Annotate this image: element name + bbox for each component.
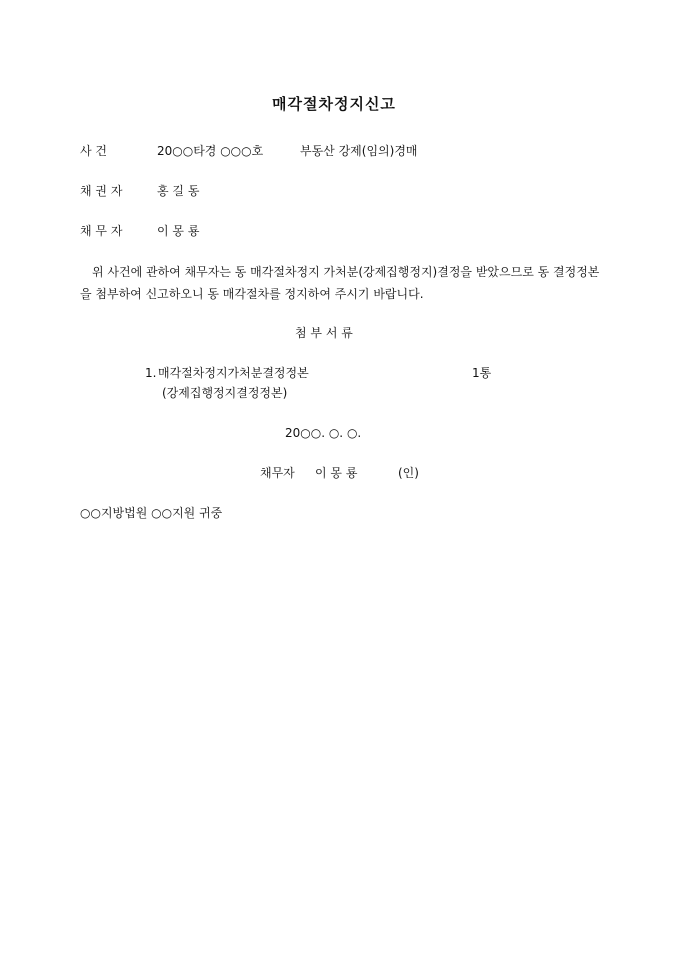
- case-label: 사 건: [80, 144, 107, 158]
- debtor-label: 채 무 자: [80, 224, 123, 238]
- signature-name: 이 몽 룡: [315, 466, 358, 480]
- attachment-note: (강제집행정지결정정본): [162, 386, 288, 400]
- creditor-label: 채 권 자: [80, 184, 123, 198]
- attachments-heading: 첨 부 서 류: [295, 326, 353, 340]
- document-title: 매각절차정지신고: [272, 95, 396, 113]
- signature-seal: (인): [398, 466, 419, 480]
- recipient-court: ○○지방법원 ○○지원 귀중: [80, 506, 223, 520]
- attachment-index: 1.: [145, 366, 157, 380]
- body-text: 위 사건에 관하여 채무자는 동 매각절차정지 가처분(강제집행정지)결정을 받았으므로 동 결정정본을 첨부하여 신고하오니 동 매각절차를 정지하여 주시기 바랍니다.: [80, 265, 600, 301]
- body-paragraph: [80, 261, 610, 305]
- debtor-name: 이 몽 룡: [157, 224, 200, 238]
- creditor-name: 홍 길 동: [157, 184, 200, 198]
- signature-role: 채무자: [260, 466, 295, 480]
- document-date: 20○○. ○. ○.: [285, 426, 362, 440]
- case-type: 부동산 강제(임의)경매: [300, 144, 418, 158]
- case-number: 20○○타경 ○○○호: [157, 144, 264, 158]
- attachment-quantity: 1통: [472, 366, 492, 380]
- attachment-name: 매각절차정지가처분결정정본: [158, 366, 309, 380]
